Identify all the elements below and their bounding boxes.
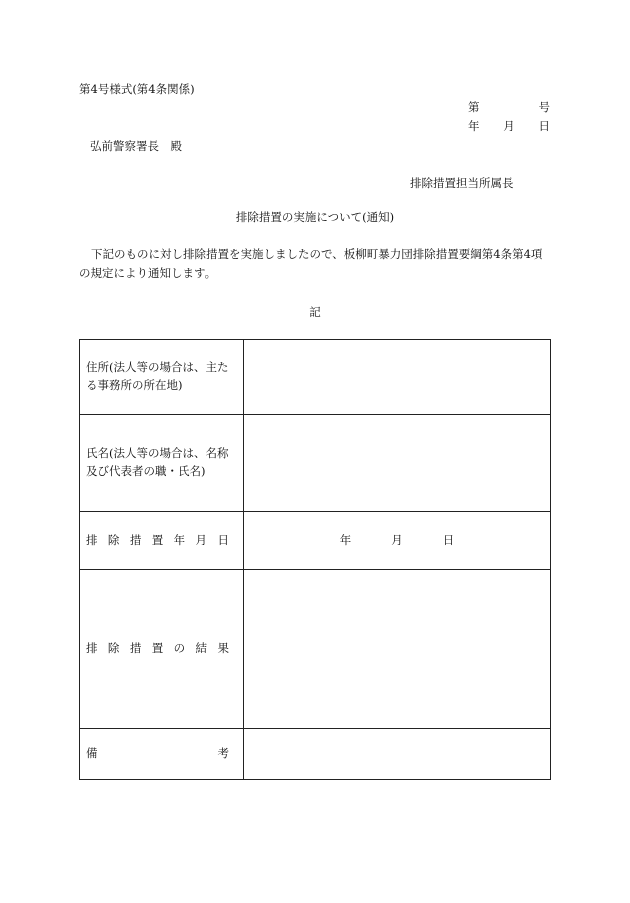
date-label-char: 日 [217,532,229,547]
result-label-char: 果 [217,641,229,656]
table-row-name [80,415,551,512]
document-date [468,118,550,135]
remarks-label-char: 考 [217,746,229,761]
result-label-char: 除 [107,641,120,656]
date-value-year: 年 [339,532,352,547]
document-title: 排除措置の実施について(通知) [235,210,395,224]
date-value-month: 月 [391,532,403,547]
table-row-date [80,512,551,570]
date-label-char: 年 [173,532,186,547]
table-row-address [80,340,551,415]
document-date-month: 月 [503,119,515,133]
form-number: 第4号様式(第4条関係) [79,82,195,96]
document-date-year: 年 [468,119,480,133]
result-label-char: 結 [195,641,208,656]
date-value-day: 日 [442,532,455,547]
document-number [468,99,550,116]
info-table [79,339,551,780]
date-label [80,512,244,570]
result-label [80,570,244,729]
document-number-suffix: 号 [538,100,550,114]
result-label-char: の [173,641,186,656]
sender: 排除措置担当所属長 [410,176,514,190]
date-label-char: 排 [86,532,98,547]
remarks-label [80,729,244,780]
document-date-day: 日 [538,119,550,133]
name-label: 氏名(法人等の場合は、名称及び代表者の職・氏名) [80,415,244,512]
result-value-cell [244,570,551,729]
remarks-label-char: 備 [86,746,98,761]
name-value-cell [244,415,551,512]
address-value-cell [244,340,551,415]
address-label: 住所(法人等の場合は、主たる事務所の所在地) [80,340,244,415]
date-label-char: 置 [151,532,164,547]
date-label-char: 月 [195,532,208,547]
result-label-char: 排 [86,641,98,656]
result-label-char: 置 [151,641,164,656]
document-number-prefix: 第 [468,100,480,114]
remarks-value-cell [244,729,551,780]
date-label-char: 措 [129,532,142,547]
ki-heading: 記 [309,305,321,319]
date-value-cell [244,512,551,570]
table-row-remarks [80,729,551,780]
date-label-char: 除 [107,532,120,547]
result-label-char: 措 [129,641,142,656]
addressee: 弘前警察署長 殿 [90,139,182,153]
table-row-result [80,570,551,729]
body-text: 下記のものに対し排除措置を実施しましたので、板柳町暴力団排除措置要綱第4条第4項の規定により通知します。 [79,247,543,280]
